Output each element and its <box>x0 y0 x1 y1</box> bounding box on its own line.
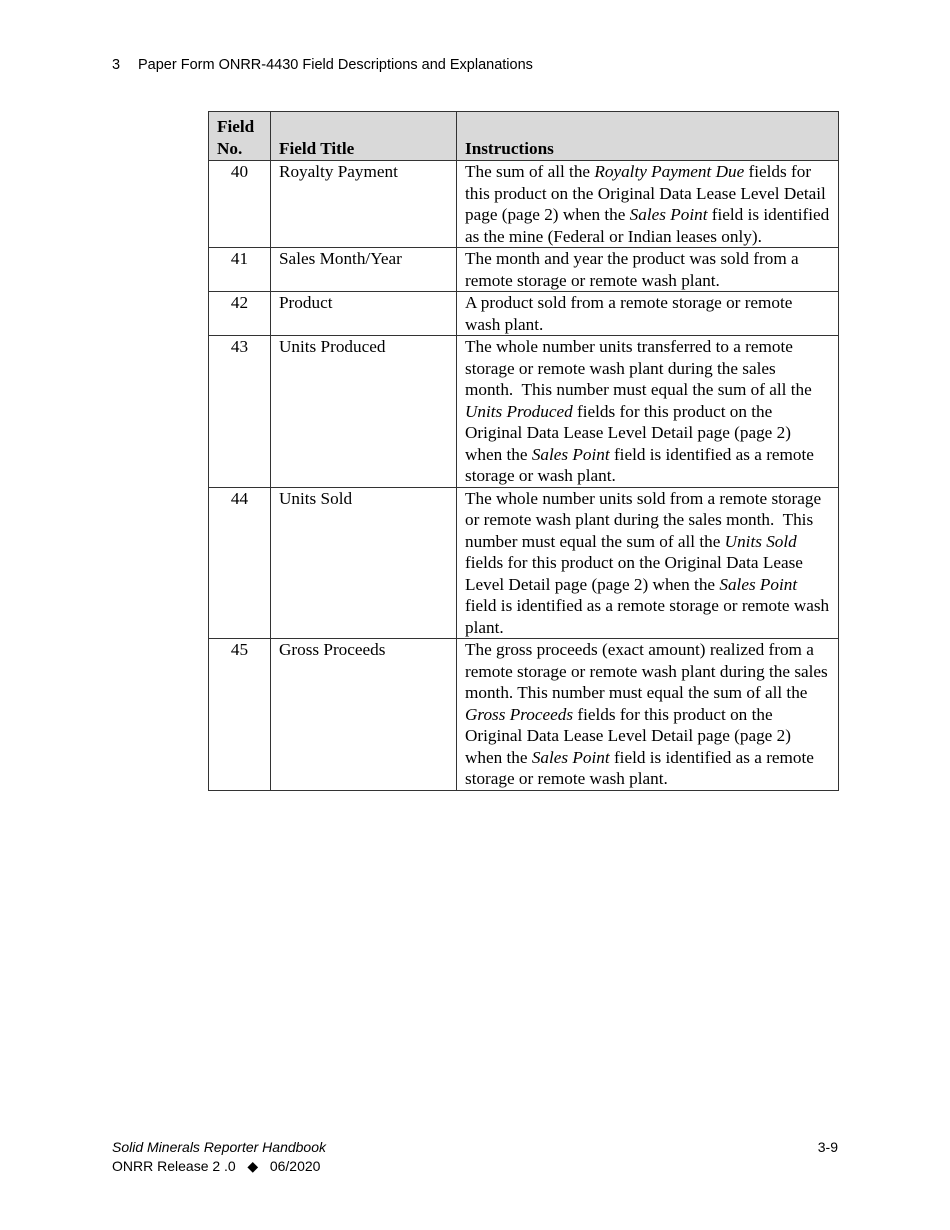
field-number: 41 <box>209 248 271 292</box>
field-title: Units Sold <box>271 487 457 639</box>
table-row <box>209 487 839 639</box>
instruction-text: The sum of all the <box>465 162 595 181</box>
instruction-text: fields for this product on the Original Data Lease Level Detail page (page 2) when the <box>465 704 791 767</box>
instruction-text: fields for this product on the Original Data Lease Level Detail page (page 2) when the <box>465 401 791 464</box>
field-instructions <box>457 336 839 488</box>
field-reference: Units Sold <box>724 531 797 551</box>
field-number: 45 <box>209 639 271 791</box>
release-date: 06/2020 <box>269 1158 321 1174</box>
field-number: 40 <box>209 161 271 248</box>
instruction-text: A product sold from a remote storage or remote wash plant. <box>465 293 793 334</box>
handbook-title: Solid Minerals Reporter Handbook <box>112 1139 326 1155</box>
instruction-text: field is identified as a remote storage or remote wash plant. <box>465 596 830 637</box>
field-number: 42 <box>209 292 271 336</box>
field-reference: Units Produced <box>465 401 573 421</box>
release-label: ONRR Release 2 .0 <box>112 1158 236 1174</box>
field-instructions <box>457 487 839 639</box>
field-instructions <box>457 248 839 292</box>
field-title: Sales Month/Year <box>271 248 457 292</box>
column-header-field-no: Field No. <box>209 112 271 161</box>
field-instructions <box>457 639 839 791</box>
field-title: Units Produced <box>271 336 457 488</box>
table-header-row <box>209 112 839 161</box>
instruction-text: field is identified as a remote storage or remote wash plant. <box>465 747 814 788</box>
page-footer <box>112 1138 838 1176</box>
field-reference: Gross Proceeds <box>465 704 574 724</box>
instruction-text: fields for this product on the Original Data Lease Level Detail page (page 2) when the <box>465 162 826 224</box>
table-row <box>209 336 839 488</box>
field-title: Gross Proceeds <box>271 639 457 791</box>
field-number: 44 <box>209 487 271 639</box>
page-number: 3-9 <box>817 1139 838 1155</box>
field-instructions <box>457 292 839 336</box>
field-number: 43 <box>209 336 271 488</box>
instruction-text: The whole number units transferred to a remote storage or remote wash plant during the sales month. This number must equal the sum of all the <box>465 337 812 399</box>
field-instructions <box>457 161 839 248</box>
table-row <box>209 248 839 292</box>
instruction-text: The month and year the product was sold from a remote storage or remote wash plant. <box>465 249 799 290</box>
table-row <box>209 292 839 336</box>
column-header-field-title: Field Title <box>271 112 457 161</box>
instruction-text: field is identified as the mine (Federal or Indian leases only). <box>465 205 830 246</box>
field-reference: Sales Point <box>531 444 610 464</box>
section-title: Paper Form ONRR-4430 Field Descriptions and Explanations <box>138 57 533 73</box>
instruction-text: field is identified as a remote storage or wash plant. <box>465 444 814 485</box>
running-header <box>112 57 533 73</box>
instruction-text: The whole number units sold from a remote storage or remote wash plant during the sales month. This number must equal the sum of all the <box>465 488 822 551</box>
table-row <box>209 161 839 248</box>
field-reference: Sales Point <box>531 747 610 767</box>
field-title: Royalty Payment <box>271 161 457 248</box>
release-line <box>112 1157 838 1176</box>
instruction-text: The gross proceeds (exact amount) realized from a remote storage or remote wash plant during the sales month. This number must equal the sum of all the <box>465 640 828 702</box>
field-reference: Sales Point <box>719 574 798 594</box>
table-row <box>209 639 839 791</box>
field-reference: Royalty Payment Due <box>594 162 745 181</box>
field-title: Product <box>271 292 457 336</box>
section-number: 3 <box>112 57 121 73</box>
instruction-text: fields for this product on the Original Data Lease Level Detail page (page 2) when the <box>465 553 803 594</box>
field-reference: Sales Point <box>629 205 708 224</box>
diamond-icon: ◆ <box>247 1158 259 1174</box>
column-header-instructions: Instructions <box>457 112 839 161</box>
field-descriptions-table <box>208 111 839 791</box>
